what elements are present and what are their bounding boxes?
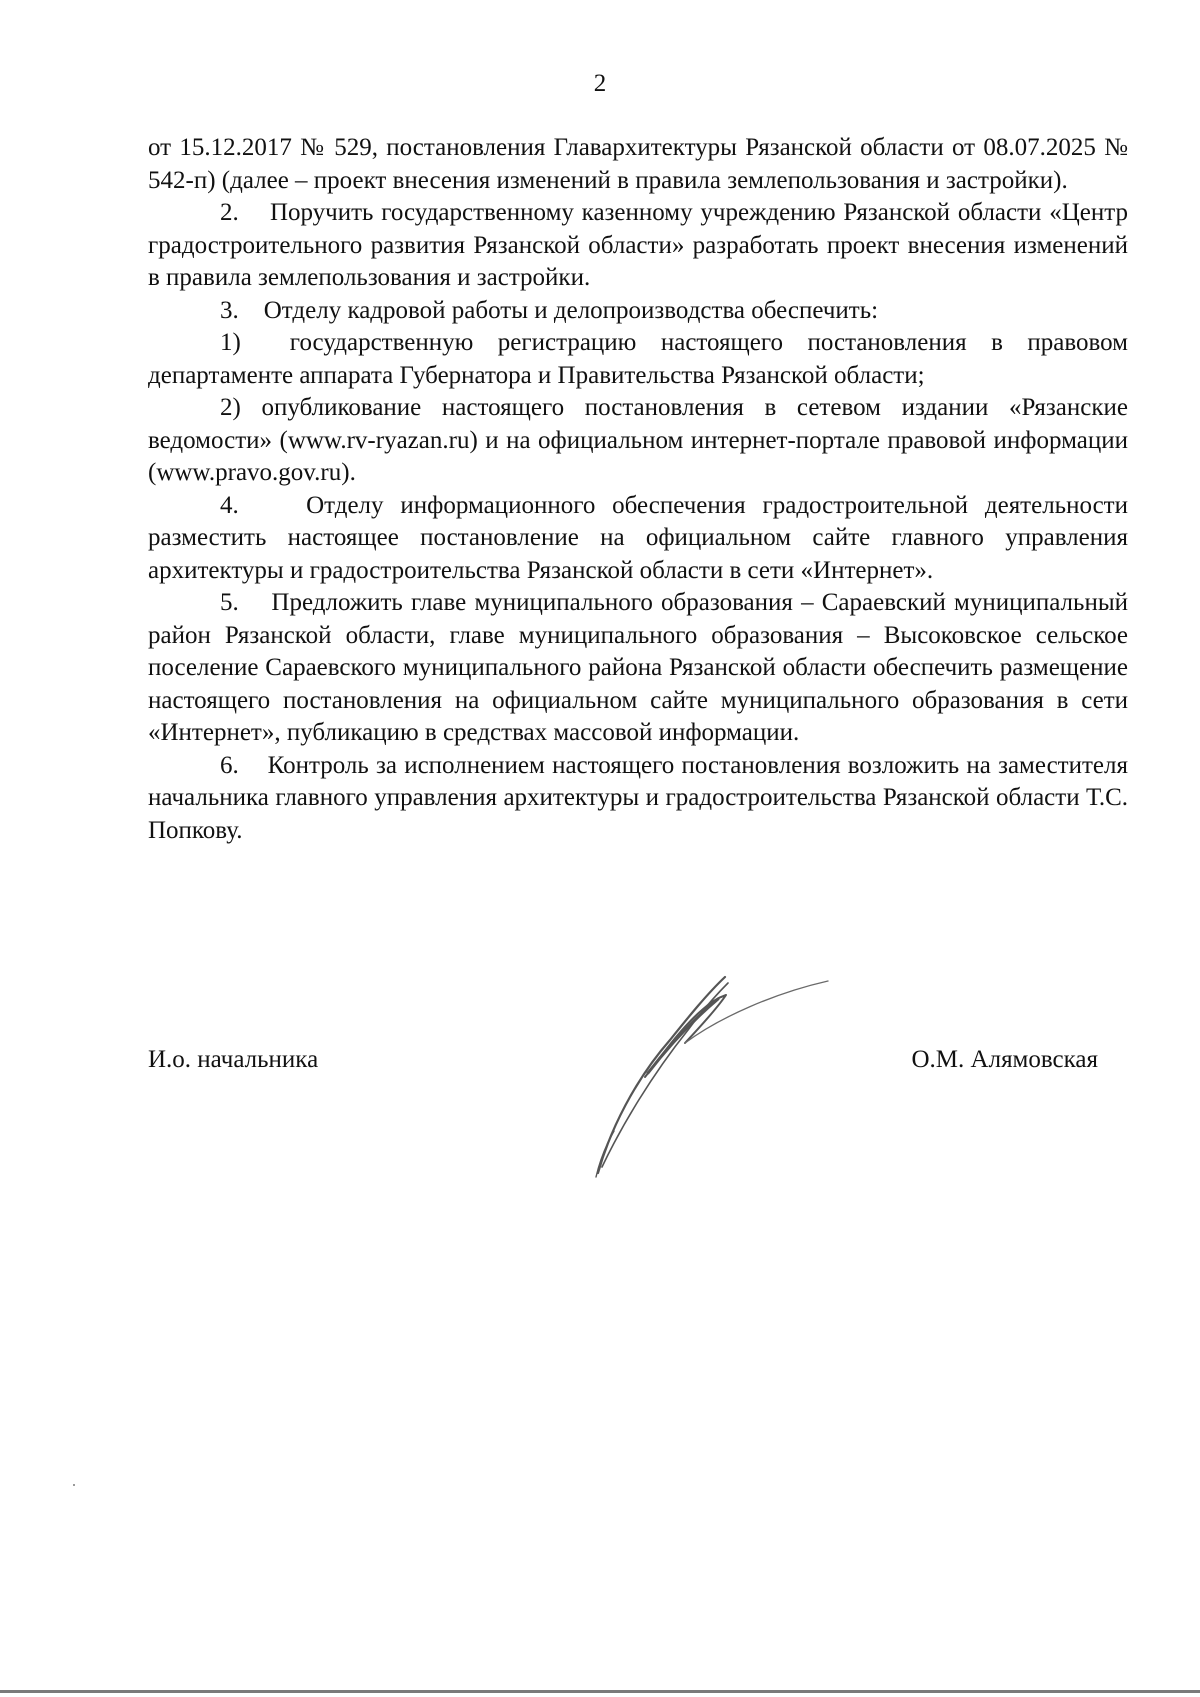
paragraph-item-6: 6. Контроль за исполнением настоящего постановления возложить на заместителя начальника главного управления архитектуры и градостроительства Рязанской области Т.С. Попкову. xyxy=(148,751,1128,844)
signatory-role: И.о. начальника xyxy=(148,1046,319,1073)
paragraph-continuation: от 15.12.2017 № 529, постановления Главархитектуры Рязанской области от 08.07.2025 № 542-п) (далее – проект внесения изменений в правила землепользования и застройки). xyxy=(148,134,1128,194)
signatory-name: О.М. Алямовская xyxy=(911,1046,1098,1073)
paragraph-item-3-2: 2) опубликование настоящего постановления в сетевом издании «Рязанские ведомости» (www.rv-ryazan.ru) и на официальном интернет-портале правовой информации (www.pravo.gov.ru). xyxy=(148,394,1128,486)
paragraph-item-4: 4. Отделу информационного обеспечения градостроительной деятельности разместить настоящее постановление на официальном сайте главного управления архитектуры и градостроительства Рязанской области в сети «Интернет». xyxy=(148,491,1128,584)
page-number: 2 xyxy=(593,70,607,97)
scan-speck xyxy=(73,1484,75,1486)
paragraph-item-2: 2. Поручить государственному казенному учреждению Рязанской области «Центр градостроительного развития Рязанской области» разработать проект внесения изменений в правила землепользования и застройки. xyxy=(148,199,1128,291)
document-body xyxy=(148,132,1128,847)
paragraph-item-3: 3. Отделу кадровой работы и делопроизводства обеспечить: xyxy=(220,296,879,324)
scan-edge-line xyxy=(0,1690,1200,1693)
paragraph-item-5: 5. Предложить главе муниципального образования – Сараевский муниципальный район Рязанской области, главе муниципального образования – Высоковское сельское поселение Сараевского муниципального района Рязанской области обеспечить размещение настоящего постановления на официальном сайте муниципального образования в сети «Интернет», публикацию в средствах массовой информации. xyxy=(148,589,1128,746)
signature-block xyxy=(148,1046,1098,1086)
paragraph-item-3-1: 1) государственную регистрацию настоящего постановления в правовом департаменте аппарата Губернатора и Правительства Рязанской области; xyxy=(148,329,1128,389)
